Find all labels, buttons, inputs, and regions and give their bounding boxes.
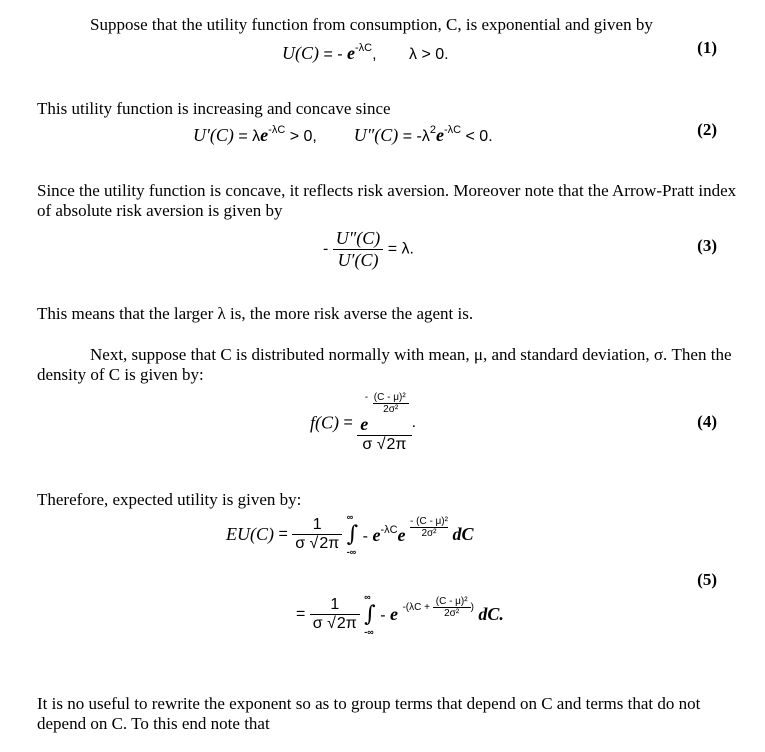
equation-number-2: (2) [697,120,717,139]
paragraph-expected-utility: Therefore, expected utility is given by: [37,490,302,509]
eq2-a-mid: = λ [233,128,261,145]
eq5-sigma: σ [295,535,306,552]
equation-3 [323,228,414,271]
eq5-line2-sqrt: 2π [336,615,357,632]
eq5-line2-eq: = [296,605,306,623]
eq5-line2-exp-num: (C - μ)² [435,596,468,607]
eq3-fraction [333,228,384,271]
eq5-exp-den: 2σ² [410,527,448,539]
eq3-num: U″(C) [335,228,381,248]
eq4-tail: . [411,414,417,432]
eq5-line2-dc: dC. [478,604,504,624]
eq3-den: U′(C) [333,249,384,271]
eq5-sqrt: 2π [319,535,340,552]
equation-number-1: (1) [697,38,717,57]
eq1-condition: λ > 0. [409,46,449,63]
eq5-exp-num: (C - μ)² [416,516,448,527]
paragraph-concave: This utility function is increasing and concave since [37,99,391,118]
eq4-exp-den: 2σ² [373,403,409,415]
eq4-sigma: σ [362,436,373,453]
eq2-a-tail: > 0, [285,128,317,145]
eq5-eq: = [274,525,293,543]
eq2-b-sq: 2 [429,124,436,136]
eq5-line2-sigma: σ [312,615,323,632]
eq5-line2-exp-den: 2σ² [433,607,471,619]
equation-2: $U'(C) = \lambda e^{-\lambda C} > 0$, $U''(C) = -\lambda^2e^{-\lambda C} < 0$. [193,124,493,145]
eq4-fraction: e - (C - μ)² 2σ² σ √2π [357,392,411,454]
equation-5-line-1: EU(C) = $\frac{1}{\sigma √2\pi}$ ∫ ∞ -∞ - $e^{-\lambda C}e - (C - \mu)^2$ 2σ² dC [226,512,474,557]
integral-sign-2: ∫ ∞ -∞ [364,592,376,637]
eq5-upper: ∞ [346,512,354,522]
eq5-one: 1 [312,516,322,533]
equation-number-5: (5) [697,570,717,589]
eq3-minus: - [323,240,329,258]
eq2-a-exp: -λC [268,124,286,136]
eq4-sqrt: 2π [386,436,407,453]
eq5-line2-exp-post: ) [470,602,474,614]
paragraph-intro: Suppose that the utility function from consumption, C, is exponential and given by [90,15,653,34]
equation-number-3: (3) [697,236,717,255]
integral-sign: ∫ ∞ -∞ [346,512,359,557]
eq3-rhs: = λ. [387,240,414,258]
eq5-exp1: -λC [380,523,398,536]
eq2-b-tail: < 0. [461,128,493,145]
eq5-line2-lower: -∞ [364,627,374,637]
eq1-exponent: -λC [355,42,373,54]
eq5-line2-one: 1 [330,596,340,613]
equation-1: U(C) = - $e^{-\lambda C}$, λ > 0. [282,42,449,63]
eq4-exp-num: (C - μ)² [373,392,406,403]
eq5-lower: -∞ [346,547,357,557]
paragraph-lambda: This means that the larger λ is, the more risk averse the agent is. [37,304,474,323]
eq5-line2-exp-pre: -(λC + [402,602,433,614]
eq4-eq: = [339,414,358,431]
eq1-comma: , [372,46,377,63]
eq2-first-derivative: U′(C) [193,125,234,145]
eq5-dc: dC [452,524,474,544]
paragraph-risk-aversion: Since the utility function is concave, it reflects risk aversion. Moreover note that the Arrow-Pratt index of absolute risk aversion is given by [37,181,737,220]
eq5-line2-upper: ∞ [364,592,371,602]
eq2-second-derivative: U″(C) [353,125,399,145]
equation-number-4: (4) [697,412,717,431]
equation-5-line-2: = $\frac{1}{\sigma √2\pi}$ ∫ ∞ -∞ - e $^{-(\lambda C + \frac{\text{(C - μ)²}}{\text{2σ²}} )}$ dC. [296,592,504,637]
eq1-sign: = - [323,46,348,63]
paragraph-rewrite: It is no useful to rewrite the exponent so as to group terms that depend on C and terms that do not depend on C. To this end note that [37,694,701,733]
eq5-lhs: EU(C) [226,524,274,544]
eq1-lhs: U(C) [282,43,319,63]
eq2-b-exp: -λC [443,124,462,136]
eq2-b-mid: = -λ [398,128,430,145]
eq4-lhs: f(C) [310,412,339,433]
equation-4 [310,392,416,454]
paragraph-normal: Next, suppose that C is distributed normally with mean, μ, and standard deviation, σ. Then the density of C is given by: [37,345,732,384]
